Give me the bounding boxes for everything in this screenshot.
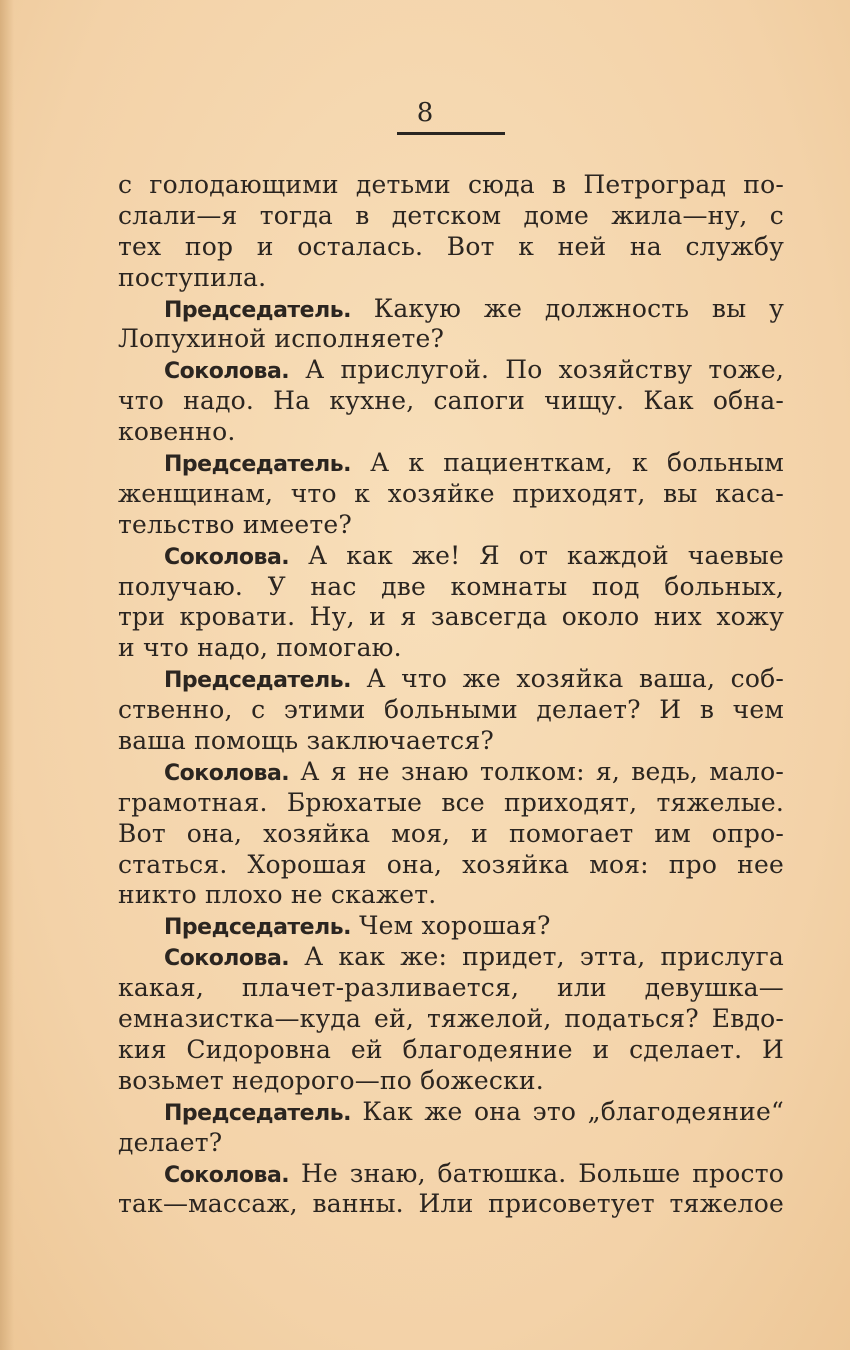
line-text: делает? (118, 1127, 223, 1157)
speaker-name: Соколова. (164, 359, 290, 385)
speaker-line (118, 1097, 784, 1128)
text-line (118, 170, 784, 201)
line-text: Вот она, хозяйка моя, и помогает им опро- (118, 818, 784, 848)
line-text: Какую же должность вы у (350, 293, 784, 323)
speaker-line (118, 294, 784, 325)
text-line (118, 510, 784, 541)
line-text: что надо. На кухне, сапоги чищу. Как обна- (118, 386, 784, 416)
header-rule (397, 132, 505, 135)
line-text: статься. Хорошая она, хозяйка моя: про нее (118, 849, 784, 879)
line-text: тельство имеете? (118, 509, 352, 539)
body-text (118, 170, 784, 1220)
line-text: грамотная. Брюхатые все приходят, тяжелые. (118, 787, 784, 817)
line-text: Как же она это „благодеяние“ (350, 1096, 784, 1126)
line-text: А как же! Я от каждой чаевые (289, 540, 784, 570)
line-text: ственно, с этими больными делает? И в чем (118, 695, 784, 725)
text-line (118, 1189, 784, 1220)
text-line (118, 726, 784, 757)
text-line (118, 973, 784, 1004)
line-text: три кровати. Ну, и я завсегда около них хожу (118, 602, 784, 632)
speaker-name: Соколова. (164, 760, 290, 786)
speaker-line (118, 541, 784, 572)
line-text: ковенно. (118, 417, 236, 447)
line-text: тех пор и осталась. Вот к ней на службу (118, 231, 784, 261)
speaker-line (118, 942, 784, 973)
text-line (118, 324, 784, 355)
speaker-line (118, 757, 784, 788)
page-edge-shadow (0, 0, 14, 1350)
line-text: поступила. (118, 262, 267, 292)
text-line (118, 695, 784, 726)
speaker-line (118, 1159, 784, 1190)
speaker-line (118, 448, 784, 479)
speaker-line (118, 355, 784, 386)
text-line (118, 788, 784, 819)
line-text: какая, плачет-разливается, или девушка— (118, 973, 784, 1003)
text-line (118, 1128, 784, 1159)
text-line (118, 263, 784, 294)
line-text: А я не знаю толком: я, ведь, мало- (289, 756, 784, 786)
speaker-name: Соколова. (164, 544, 290, 570)
speaker-name: Председатель. (164, 1100, 351, 1126)
speaker-name: Соколова. (164, 1162, 290, 1188)
line-text: женщинам, что к хозяйке приходят, вы каса- (118, 478, 784, 508)
text-line (118, 386, 784, 417)
speaker-line (118, 911, 784, 942)
speaker-name: Председатель. (164, 452, 351, 478)
text-line (118, 819, 784, 850)
text-line (118, 880, 784, 911)
line-text: кия Сидоровна ей благодеяние и сделает. И (118, 1034, 784, 1064)
line-text: Не знаю, батюшка. Больше просто (289, 1158, 784, 1188)
line-text: емназистка—куда ей, тяжелой, податься? Евдо- (118, 1004, 784, 1034)
speaker-line (118, 664, 784, 695)
text-line (118, 1035, 784, 1066)
line-text: возьмет недорого—по божески. (118, 1065, 544, 1095)
text-line (118, 850, 784, 881)
text-line (118, 1004, 784, 1035)
text-line (118, 201, 784, 232)
line-text: так—массаж, ванны. Или присоветует тяжелое (118, 1189, 784, 1219)
text-line (118, 633, 784, 664)
text-line (118, 602, 784, 633)
text-line (118, 417, 784, 448)
line-text: А к пациенткам, к больным (350, 448, 784, 478)
speaker-name: Соколова. (164, 946, 290, 972)
line-text: А как же: придет, этта, прислуга (289, 942, 784, 972)
speaker-name: Председатель. (164, 915, 351, 941)
text-line (118, 479, 784, 510)
line-text: получаю. У нас две комнаты под больных, (118, 571, 784, 601)
text-line (118, 572, 784, 603)
speaker-name: Председатель. (164, 297, 351, 323)
line-text: ваша помощь заключается? (118, 726, 494, 756)
page-number: 8 (416, 98, 434, 128)
line-text: Чем хорошая? (350, 911, 551, 941)
line-text: Лопухиной исполняете? (118, 324, 445, 354)
line-text: слали—я тогда в детском доме жила—ну, с (118, 200, 784, 230)
text-line (118, 1066, 784, 1097)
line-text: и что надо, помогаю. (118, 633, 402, 663)
speaker-name: Председатель. (164, 668, 351, 694)
text-line (118, 232, 784, 263)
line-text: никто плохо не скажет. (118, 880, 437, 910)
line-text: А прислугой. По хозяйству тоже, (289, 355, 784, 385)
line-text: А что же хозяйка ваша, соб- (350, 664, 784, 694)
line-text: с голодающими детьми сюда в Петроград по- (118, 170, 784, 199)
